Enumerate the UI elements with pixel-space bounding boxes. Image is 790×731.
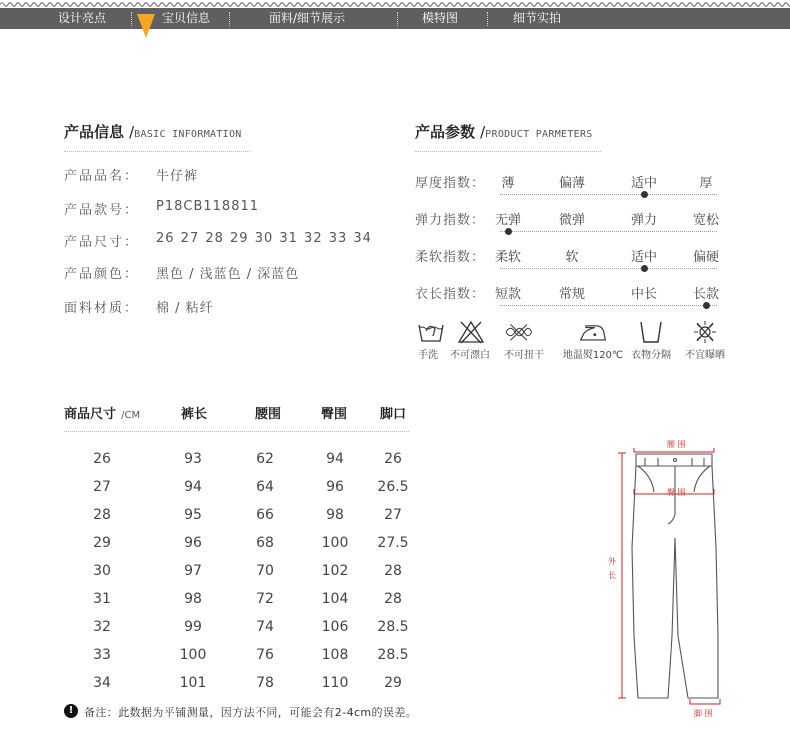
cell-hem: 27.5	[377, 535, 409, 551]
cell-hip: 104	[321, 591, 349, 607]
param-option: 中长	[630, 287, 657, 302]
param-option: 微弹	[558, 213, 585, 228]
info-value-style-no: P18CB118811	[156, 199, 260, 214]
param-selected-dot	[641, 265, 648, 272]
cell-waist: 76	[256, 647, 274, 663]
cell-waist: 66	[256, 507, 274, 523]
cell-waist: 74	[256, 619, 274, 635]
cell-size: 31	[93, 591, 111, 607]
cell-waist: 70	[256, 563, 274, 579]
param-scale-line	[500, 305, 717, 306]
info-label-colors: 产品颜色：	[64, 267, 140, 282]
param-scale-line	[500, 231, 717, 232]
nav-tab-model-photos[interactable]: 模特图	[422, 11, 459, 25]
cell-hem: 28.5	[377, 619, 409, 635]
cell-hem: 26	[384, 451, 402, 467]
product-params-title: 产品参数	[415, 123, 476, 141]
cell-length: 96	[184, 535, 202, 551]
cell-waist: 78	[256, 675, 274, 691]
cell-length: 100	[179, 647, 207, 663]
no-sun-dry-icon	[690, 319, 720, 345]
nav-separator	[131, 12, 132, 26]
cell-hem: 29	[384, 675, 402, 691]
param-scale-line	[500, 268, 717, 269]
pants-measurement-diagram	[596, 436, 756, 721]
nav-separator	[487, 12, 488, 26]
param-option: 适中	[630, 176, 657, 191]
cell-hip: 94	[326, 451, 344, 467]
cell-size: 27	[93, 479, 111, 495]
nav-separator	[229, 12, 230, 26]
size-table-divider	[64, 431, 409, 432]
cell-length: 97	[184, 563, 202, 579]
col-header-waist: 腰围	[255, 407, 282, 422]
nav-tab-detail-photos[interactable]: 细节实拍	[513, 11, 562, 25]
info-value-sizes: 26 27 28 29 30 31 32 33 34	[156, 231, 372, 246]
cell-waist: 62	[256, 451, 274, 467]
nav-separator	[397, 12, 398, 26]
param-option: 短款	[494, 287, 521, 302]
info-value-colors: 黑色 / 浅蓝色 / 深蓝色	[156, 267, 300, 282]
param-label: 厚度指数：	[415, 176, 486, 191]
waist-label: 腰 围	[667, 440, 686, 449]
cell-hip: 96	[326, 479, 344, 495]
product-params-subtitle: PRODUCT PARMETERS	[485, 129, 593, 140]
no-bleach-icon	[456, 319, 486, 345]
cell-length: 94	[184, 479, 202, 495]
product-info-slash: /	[129, 123, 135, 141]
active-tab-marker	[137, 14, 155, 38]
param-option: 偏薄	[558, 176, 585, 191]
cell-waist: 64	[256, 479, 274, 495]
care-label-separate: 衣物分隔	[631, 350, 671, 361]
product-info-heading	[64, 121, 242, 142]
product-info-title: 产品信息	[64, 123, 125, 141]
no-wring-icon	[503, 319, 533, 345]
size-table-title: 商品尺寸	[64, 407, 117, 422]
param-option: 薄	[501, 176, 515, 191]
cell-hip: 108	[321, 647, 349, 663]
cell-hip: 102	[321, 563, 349, 579]
param-option: 常规	[558, 287, 585, 302]
cell-waist: 72	[256, 591, 274, 607]
separate-wash-icon	[636, 319, 666, 345]
hip-label: 臀 围	[667, 488, 686, 497]
outseam-label-2: 长	[608, 571, 616, 580]
cell-hip: 100	[321, 535, 349, 551]
cell-size: 33	[93, 647, 111, 663]
param-selected-dot	[505, 228, 512, 235]
cell-length: 99	[184, 619, 202, 635]
info-label-sizes: 产品尺寸：	[64, 235, 140, 250]
hand-wash-icon	[416, 319, 446, 345]
care-label-hand-wash: 手洗	[418, 350, 438, 361]
col-header-hip: 臀围	[321, 407, 348, 422]
param-option: 柔软	[494, 250, 521, 265]
cell-size: 34	[93, 675, 111, 691]
cell-waist: 68	[256, 535, 274, 551]
param-option: 长款	[692, 287, 719, 302]
cell-size: 30	[93, 563, 111, 579]
param-option: 无弹	[494, 213, 521, 228]
product-info-subtitle: BASIC INFORMATION	[134, 129, 242, 140]
size-table-unit: /CM	[121, 410, 141, 421]
nav-bar	[0, 8, 790, 29]
nav-tab-design-highlights[interactable]: 设计亮点	[58, 11, 107, 25]
outseam-measure-line	[618, 453, 626, 698]
nav-tab-product-info[interactable]: 宝贝信息	[162, 11, 211, 25]
cell-hem: 27	[384, 507, 402, 523]
cell-size: 29	[93, 535, 111, 551]
low-iron-icon	[578, 319, 608, 345]
cell-size: 26	[93, 451, 111, 467]
cell-hem: 28	[384, 591, 402, 607]
care-label-no-sun: 不宜曝晒	[685, 350, 725, 361]
warning-icon: !	[64, 704, 78, 718]
cell-hip: 98	[326, 507, 344, 523]
info-label-name: 产品品名：	[64, 169, 140, 184]
cell-length: 98	[184, 591, 202, 607]
param-scale-line	[500, 194, 717, 195]
cell-hem: 26.5	[377, 479, 409, 495]
cell-hip: 110	[321, 675, 349, 691]
cell-length: 93	[184, 451, 202, 467]
param-option: 厚	[699, 176, 713, 191]
hem-measure-line	[690, 699, 720, 704]
cell-hip: 106	[321, 619, 349, 635]
col-header-hem: 脚口	[380, 407, 407, 422]
care-label-low-iron: 地温熨120℃	[562, 350, 624, 361]
param-option: 偏硬	[692, 250, 719, 265]
param-option: 适中	[630, 250, 657, 265]
info-value-material: 棉 / 粘纤	[156, 301, 214, 316]
info-value-name: 牛仔裤	[156, 169, 199, 184]
nav-tab-fabric-details[interactable]: 面料/细节展示	[269, 11, 346, 25]
info-label-material: 面料材质：	[64, 301, 140, 316]
cell-length: 101	[179, 675, 207, 691]
outseam-label-1: 外	[608, 557, 616, 566]
size-table-heading	[64, 403, 140, 422]
col-header-length: 裤长	[181, 407, 208, 422]
info-label-style-no: 产品款号：	[64, 203, 140, 218]
param-option: 弹力	[630, 213, 657, 228]
product-params-divider	[415, 151, 601, 152]
param-option: 软	[565, 250, 579, 265]
product-params-heading	[415, 121, 593, 142]
care-label-no-wring: 不可扭干	[504, 350, 544, 361]
param-selected-dot	[703, 302, 710, 309]
param-label: 柔软指数：	[415, 250, 486, 265]
cell-hem: 28.5	[377, 647, 409, 663]
param-label: 衣长指数：	[415, 287, 486, 302]
hem-label: 脚 围	[694, 709, 713, 718]
measurement-note: 备注：此数据为平铺测量，因方法不同，可能会有2-4cm的误差。	[84, 706, 418, 719]
cell-hem: 28	[384, 563, 402, 579]
param-label: 弹力指数：	[415, 213, 486, 228]
product-info-divider	[64, 151, 250, 152]
param-option: 宽松	[692, 213, 719, 228]
param-selected-dot	[641, 191, 648, 198]
product-params-slash: /	[480, 123, 486, 141]
cell-size: 32	[93, 619, 111, 635]
cell-size: 28	[93, 507, 111, 523]
care-label-no-bleach: 不可漂白	[450, 350, 490, 361]
cell-length: 95	[184, 507, 202, 523]
